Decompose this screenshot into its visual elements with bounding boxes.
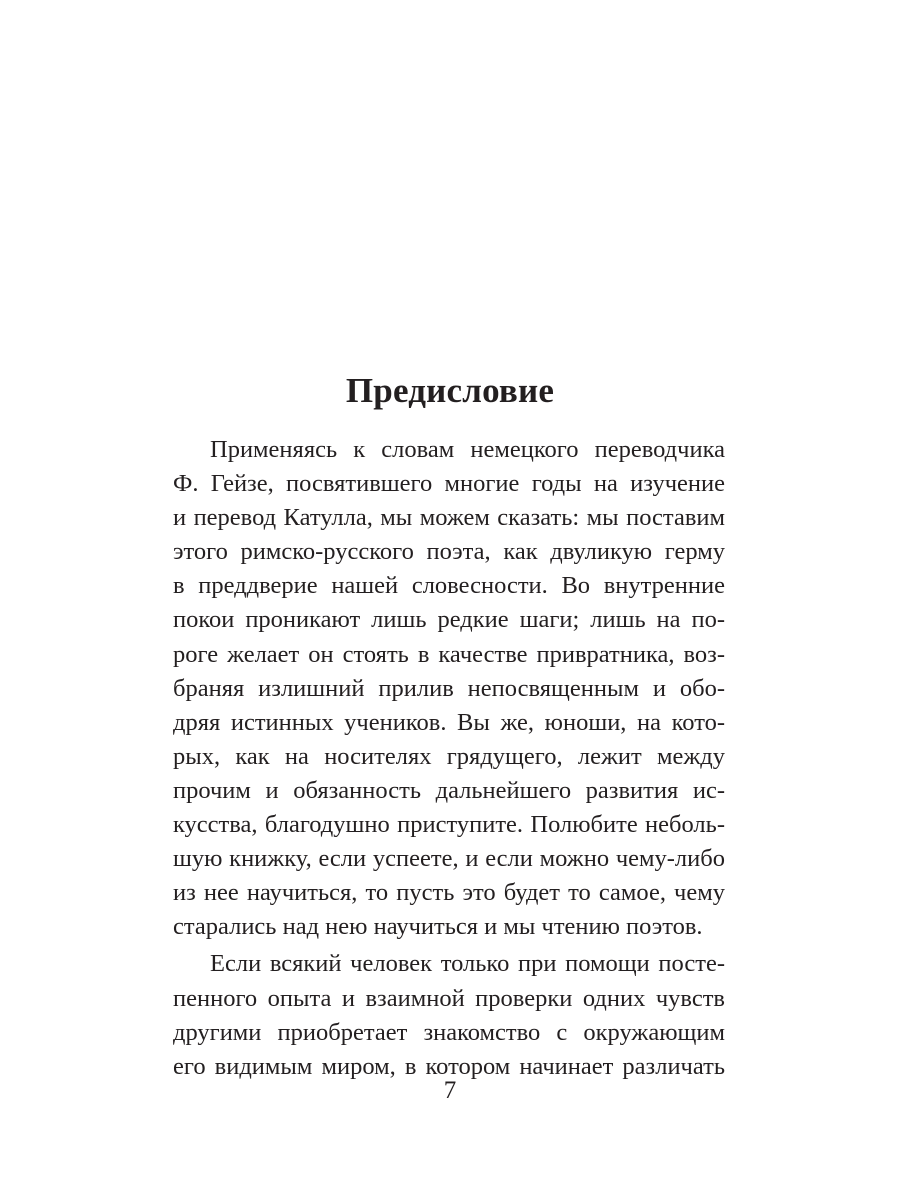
text-line: Применяясь к словам немецкого переводчика xyxy=(210,436,725,463)
text-line: его видимым миром, в котором начинает различать xyxy=(173,1052,725,1080)
page-number: 7 xyxy=(443,1077,457,1104)
paragraph-2 xyxy=(173,947,725,1083)
text-line: браняя излишний прилив непосвященным и обо- xyxy=(173,674,725,702)
text-line: этого римско-русского поэта, как двуликую герму xyxy=(173,538,725,566)
text-line: шую книжку, если успеете, и если можно чему-либо xyxy=(173,845,725,873)
text-line: Если всякий человек только при помощи посте- xyxy=(210,950,725,978)
text-line: роге желает он стоять в качестве привратника, воз- xyxy=(173,640,725,668)
text-line: из нее научиться, то пусть это будет то самое, чему xyxy=(173,879,725,907)
text-line: прочим и обязанность дальнейшего развития ис- xyxy=(173,776,725,804)
text-line: и перевод Катулла, мы можем сказать: мы поставим xyxy=(173,504,725,532)
body-text xyxy=(173,433,725,1084)
chapter-title: Предисловие xyxy=(345,371,555,410)
text-line: покои проникают лишь редкие шаги; лишь на по- xyxy=(173,606,725,634)
text-line: другими приобретает знакомство с окружающим xyxy=(173,1018,725,1046)
text-line: кусства, благодушно приступите. Полюбите неболь- xyxy=(173,811,725,839)
text-line: Ф. Гейзе, посвятившего многие годы на изучение xyxy=(173,470,725,498)
text-line: дряя истинных учеников. Вы же, юноши, на кото- xyxy=(173,708,725,736)
paragraph-1 xyxy=(173,433,725,944)
text-line: рых, как на носителях грядущего, лежит между xyxy=(173,742,725,770)
text-line: в преддверие нашей словесности. Во внутренние xyxy=(173,572,725,600)
text-line: старались над нею научиться и мы чтению поэтов. xyxy=(173,913,703,941)
text-line: пенного опыта и взаимной проверки одних чувств xyxy=(173,984,725,1012)
